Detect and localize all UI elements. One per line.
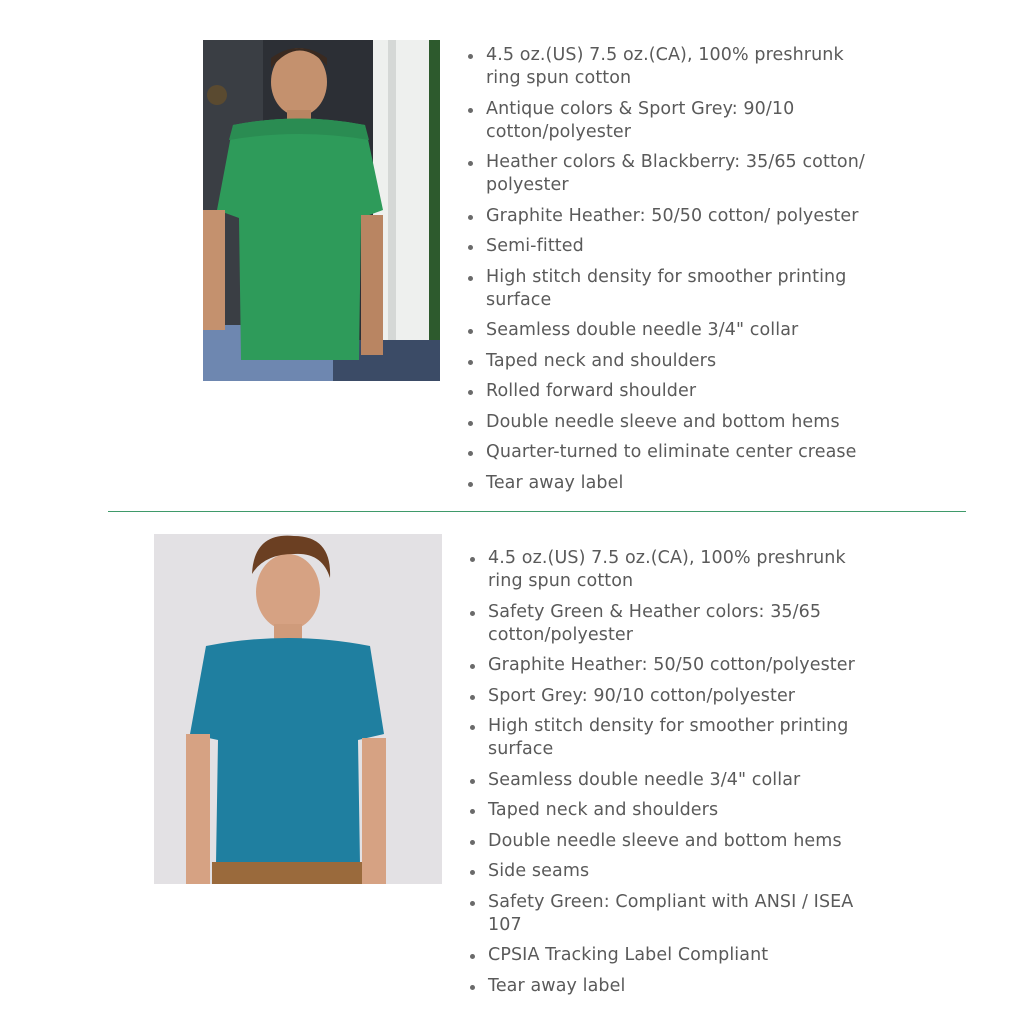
feature-item: Rolled forward shoulder [467,380,867,403]
feature-item: Heather colors & Blackberry: 35/65 cotton/ polyester [467,151,867,197]
feature-item: Double needle sleeve and bottom hems [467,411,867,434]
feature-item: Double needle sleeve and bottom hems [469,830,869,853]
feature-item: Side seams [469,860,869,883]
feature-item: Semi-fitted [467,235,867,258]
feature-item: Graphite Heather: 50/50 cotton/ polyester [467,205,867,228]
feature-item: Quarter-turned to eliminate center crease [467,441,867,464]
feature-item: Safety Green & Heather colors: 35/65 cotton/polyester [469,601,869,647]
adult-tshirt-photo [203,40,440,381]
section-divider [108,511,966,512]
feature-item: Tear away label [467,472,867,495]
feature-item: Seamless double needle 3/4" collar [467,319,867,342]
feature-item: High stitch density for smoother printing surface [467,266,867,312]
feature-item: Taped neck and shoulders [469,799,869,822]
feature-item: Taped neck and shoulders [467,350,867,373]
feature-item: Antique colors & Sport Grey: 90/10 cotton/polyester [467,98,867,144]
feature-item: 4.5 oz.(US) 7.5 oz.(CA), 100% preshrunk ring spun cotton [467,44,867,90]
feature-item: Tear away label [469,975,869,998]
feature-item: Safety Green: Compliant with ANSI / ISEA 107 [469,891,869,937]
feature-item: Graphite Heather: 50/50 cotton/polyester [469,654,869,677]
adult-feature-list [467,44,867,502]
youth-tshirt-photo [154,534,442,884]
feature-item: CPSIA Tracking Label Compliant [469,944,869,967]
feature-item: High stitch density for smoother printing surface [469,715,869,761]
feature-item: Seamless double needle 3/4" collar [469,769,869,792]
feature-item: Sport Grey: 90/10 cotton/polyester [469,685,869,708]
feature-item: 4.5 oz.(US) 7.5 oz.(CA), 100% preshrunk ring spun cotton [469,547,869,593]
youth-feature-list [469,547,869,1005]
